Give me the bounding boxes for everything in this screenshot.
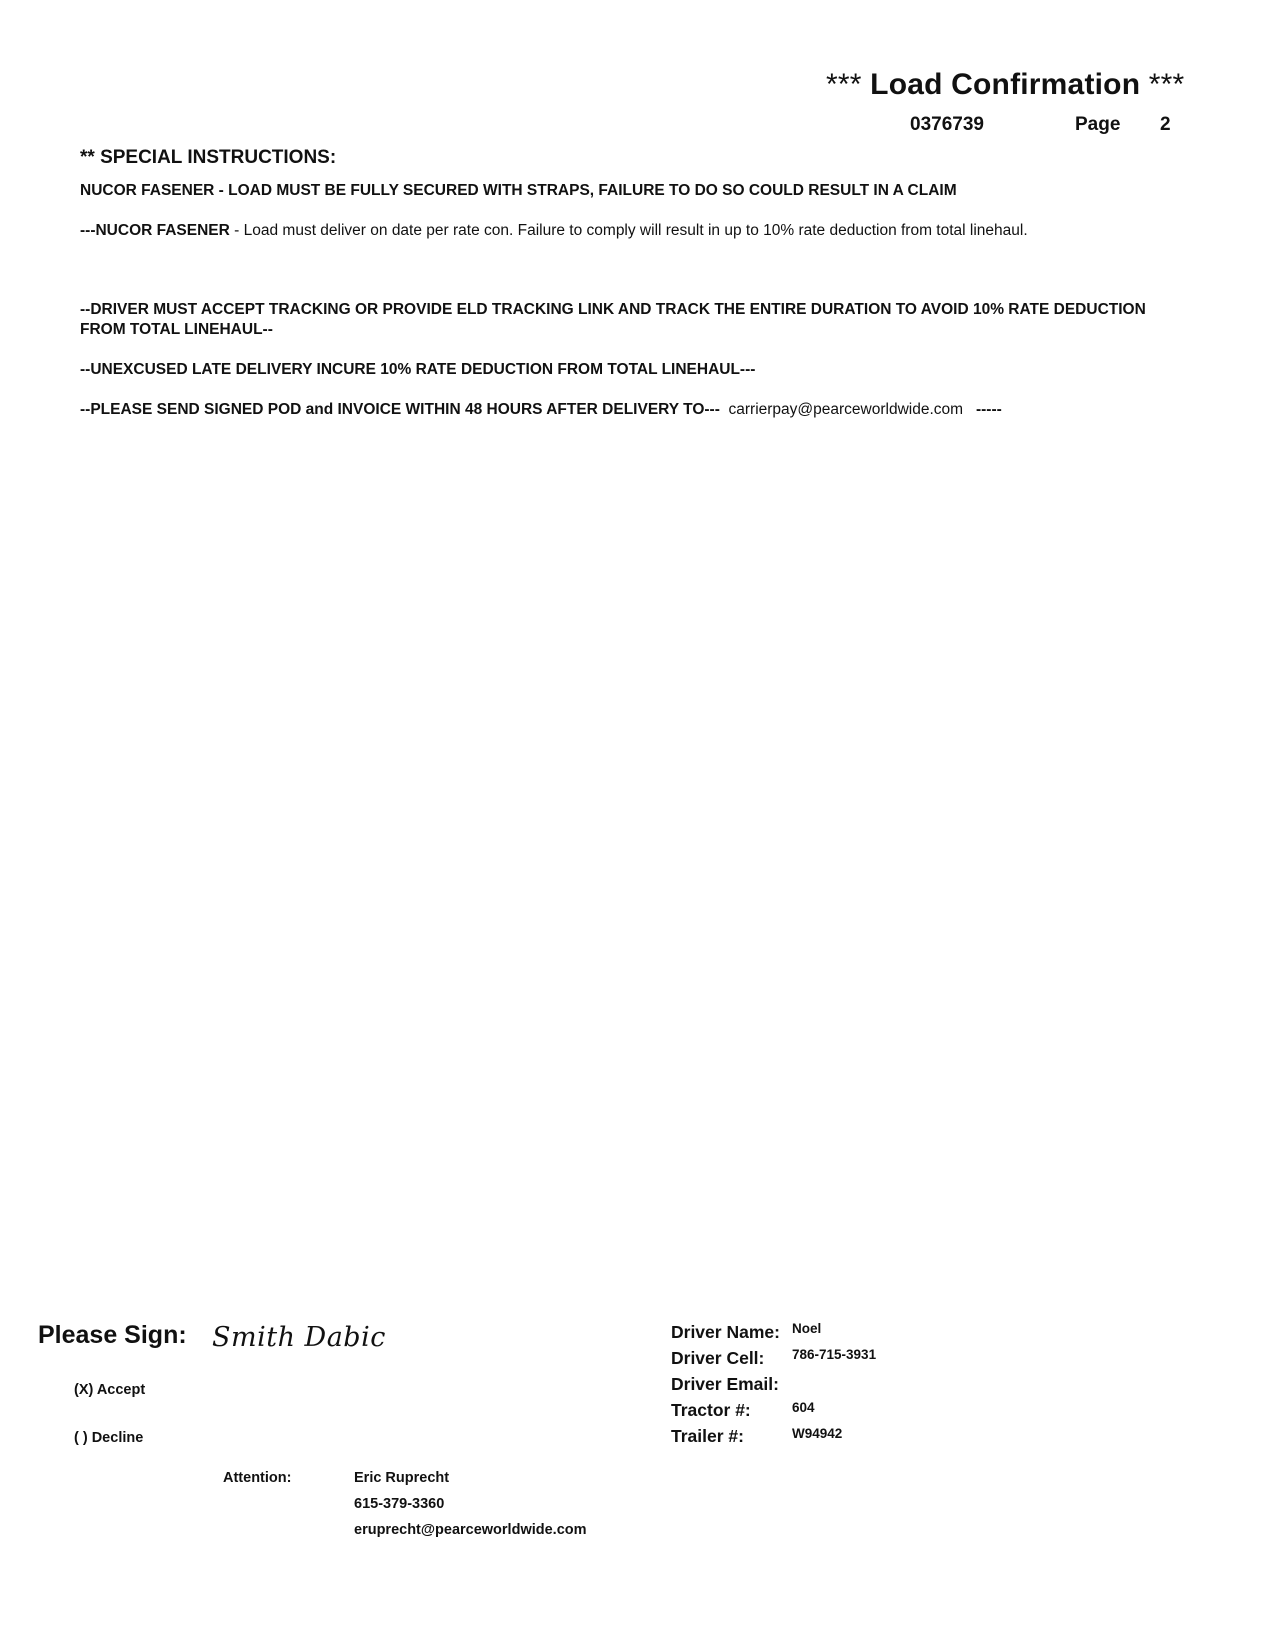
instruction-line-1: NUCOR FASENER - LOAD MUST BE FULLY SECURED WITH STRAPS, FAILURE TO DO SO COULD RESULT IN A CLAIM [80, 182, 957, 199]
attention-phone: 615-379-3360 [354, 1496, 445, 1512]
title-text: Load Confirmation [870, 68, 1141, 101]
instruction-line-2-prefix: ---NUCOR FASENER [80, 222, 230, 239]
attention-label: Attention: [223, 1470, 292, 1486]
attention-email: eruprecht@pearceworldwide.com [354, 1522, 587, 1538]
instruction-line-5-suffix: ----- [975, 401, 1002, 418]
load-number: 0376739 [910, 114, 984, 135]
title-stars-left: *** [826, 68, 862, 101]
driver-cell-label: Driver Cell: [671, 1348, 765, 1368]
instruction-line-3: --DRIVER MUST ACCEPT TRACKING OR PROVIDE ELD TRACKING LINK AND TRACK THE ENTIRE DURATION TO AVOID 10% RATE DEDUCTION FROM TOTAL LINEHAUL-- [80, 301, 1146, 338]
instruction-line-4: --UNEXCUSED LATE DELIVERY INCURE 10% RATE DEDUCTION FROM TOTAL LINEHAUL--- [80, 361, 756, 378]
trailer-label: Trailer #: [671, 1426, 744, 1446]
attention-name: Eric Ruprecht [354, 1470, 450, 1486]
please-sign-label: Please Sign: [38, 1321, 187, 1349]
tractor-value: 604 [792, 1400, 815, 1415]
accept-option: (X) Accept [74, 1382, 146, 1398]
trailer-value: W94942 [792, 1426, 843, 1441]
tractor-label: Tractor #: [671, 1400, 751, 1420]
driver-name-label: Driver Name: [671, 1322, 780, 1342]
special-instructions-heading: ** SPECIAL INSTRUCTIONS: [80, 147, 337, 168]
signature: Smith Dabic [212, 1322, 386, 1353]
page-number: 2 [1160, 114, 1171, 135]
instruction-line-2-text: - Load must deliver on date per rate con. Failure to comply will result in up to 10% rate deduction from total linehaul. [229, 222, 1028, 239]
driver-email-label: Driver Email: [671, 1374, 779, 1394]
document-title [826, 68, 1184, 102]
decline-option: ( ) Decline [74, 1430, 144, 1446]
driver-name-value: Noel [792, 1321, 822, 1336]
instruction-line-5-prefix: --PLEASE SEND SIGNED POD and INVOICE WITHIN 48 HOURS AFTER DELIVERY TO--- [80, 401, 720, 418]
instruction-line-2 [80, 221, 1150, 241]
title-stars-right: *** [1148, 68, 1185, 101]
driver-cell-value: 786-715-3931 [792, 1347, 877, 1362]
page-label: Page [1075, 114, 1121, 135]
carrierpay-email: carrierpay@pearceworldwide.com [728, 401, 964, 418]
instruction-line-5 [80, 400, 1150, 420]
